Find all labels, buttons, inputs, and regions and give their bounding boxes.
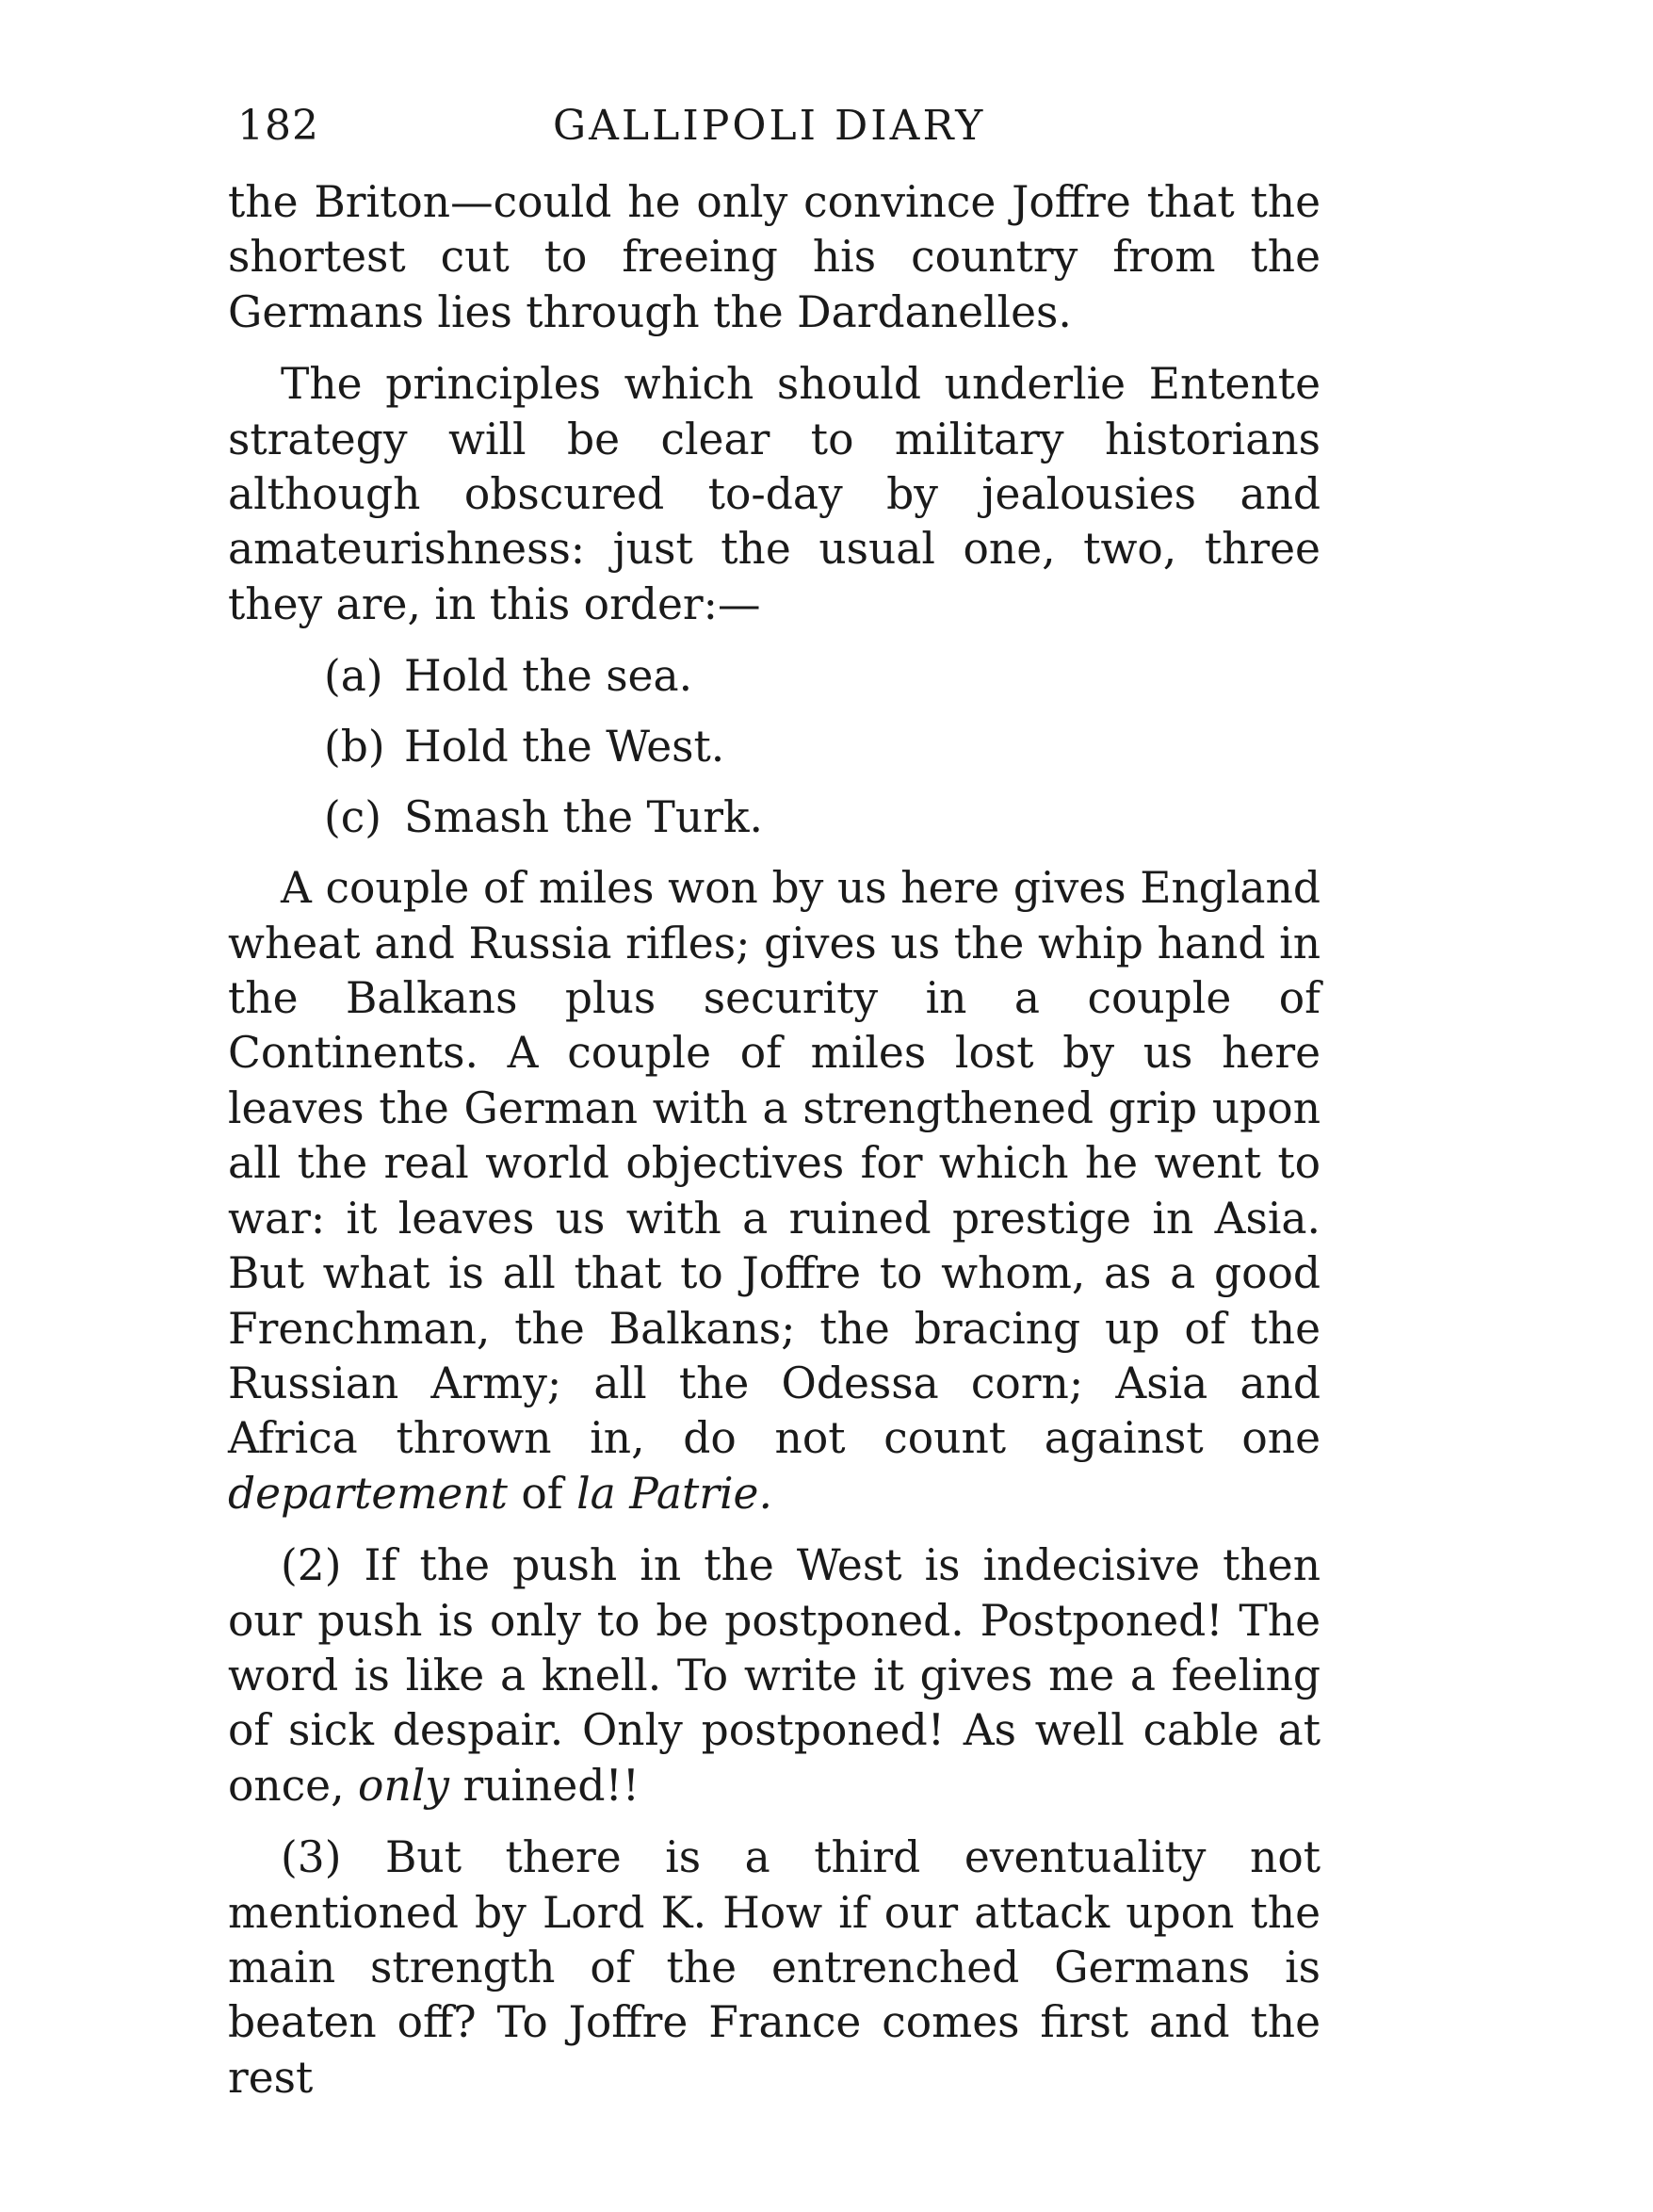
paragraph-text: of [521,1468,563,1519]
list-marker: (c) [324,792,381,843]
page-number: 182 [237,102,319,150]
list-marker: (a) [324,651,383,702]
book-title: GALLIPOLI DIARY [553,102,986,150]
italic-text: departement [228,1468,508,1519]
list-item [228,790,1321,845]
list-item [228,720,1321,774]
paragraph-postponed [228,1538,1321,1814]
paragraph-principles: The principles which should underlie Entente strategy will be clear to military historians although obscured to-day by jealousies and amateurishness: just the usual one, two, three they are, in this order:— [228,359,1321,629]
running-head [228,94,1321,170]
principles-list [228,649,1321,845]
book-page [228,94,1321,2123]
list-item-text: Hold the sea. [404,651,693,702]
paragraph-text: A couple of miles won by us here gives England wheat and Russia rifles; gives us the whip hand in the Balkans plus security in a couple of Continents. A couple of miles lost by us here leaves the German with a strengthened grip upon all the real world objectives for which he went to war: it leaves us with a ruined prestige in Asia. But what is all that to Joffre to whom, as a good Frenchman, the Balkans; the bracing up of the Russian Army; all the Odessa corn; Asia and Africa thrown in, do not count against one [228,863,1321,1464]
paragraph-continued: the Briton—could he only convince Joffre that the shortest cut to freeing his country from the Germans lies through the Dardanelles. [228,177,1321,337]
italic-text: only [358,1760,450,1811]
paragraph-third-eventuality: (3) But there is a third eventuality not mentioned by Lord K. How if our attack upon the main strength of the entrenched Germans is beaten off? To Joffre France comes first and the rest [228,1832,1321,2103]
list-item-text: Smash the Turk. [404,792,763,843]
paragraph-text: (2) If the push in the West is indecisive then our push is only to be postponed. Postponed! The word is like a knell. To write it gives me a feeling of sick despair. Only postponed! As well cable at once, [228,1540,1321,1811]
paragraph-text: ruined!! [462,1760,640,1811]
list-item [228,649,1321,704]
body-text [228,175,1321,2106]
list-marker: (b) [324,722,385,773]
italic-text: la Patrie. [576,1468,772,1519]
paragraph-couple-of-miles [228,861,1321,1521]
list-item-text: Hold the West. [404,722,725,773]
